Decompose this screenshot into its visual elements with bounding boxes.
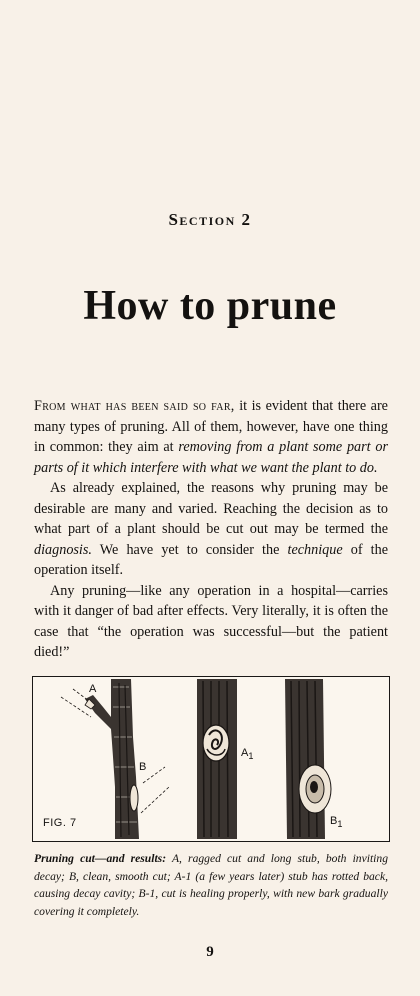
paragraph-1-emphasis: removing from a plant some part or parts of it which interfere with what we want the plant to do.	[34, 439, 388, 476]
label-a1-letter: A	[241, 747, 249, 759]
paragraph-1-text: it is evident that there are many types of pruning. All of them, however, have one thing in common: they aim at	[34, 398, 388, 455]
healing-cut-drawing	[285, 679, 331, 839]
label-b: B	[139, 761, 147, 773]
paragraph-2-text-b: We have yet to consider the	[91, 541, 288, 558]
label-a1-subscript: 1	[248, 751, 254, 762]
paragraph-2-text-c: of the operation itself.	[34, 541, 389, 578]
label-b1	[330, 815, 342, 829]
label-a1	[241, 747, 253, 761]
decay-cavity-drawing	[197, 679, 237, 839]
paragraph-2-emphasis-1: diagnosis.	[34, 541, 92, 558]
paragraph-3: Any pruning—like any operation in a hospital—carries with it danger of bad after effects. Very literally, it is often the case that “the operation was successful—but the patient died!”	[34, 582, 388, 660]
label-b1-letter: B	[330, 815, 338, 827]
label-a: A	[89, 683, 97, 695]
paragraph-2-text-a: As already explained, the reasons why pruning may be desirable are many and varied. Reaching the decision as to what part of a plant should be cut out may be termed the	[34, 480, 388, 537]
caption-text: A, ragged cut and long stub, both inviting decay; B, clean, smooth cut; A-1 (a few years later) stub has rotted back, causing decay cavity; B-1, cut is healing properly, with new bark gradually covering it completely.	[34, 852, 388, 918]
body-text	[34, 396, 388, 663]
pruning-illustration	[32, 676, 390, 842]
section-heading: Section 2	[168, 210, 252, 229]
paragraph-2-emphasis-2: technique	[287, 541, 343, 558]
page-number: 9	[206, 944, 214, 960]
paragraph-2	[34, 478, 388, 581]
figure-caption	[34, 850, 388, 920]
label-b1-subscript: 1	[337, 819, 343, 830]
page-title: How to prune	[83, 283, 337, 329]
lead-in-small-caps: From what has been said so far,	[34, 398, 235, 414]
caption-lead: Pruning cut—and results:	[34, 852, 167, 865]
tree-with-stub-drawing	[61, 679, 169, 839]
paragraph-1	[34, 396, 388, 478]
figure-number: FIG. 7	[43, 817, 77, 829]
